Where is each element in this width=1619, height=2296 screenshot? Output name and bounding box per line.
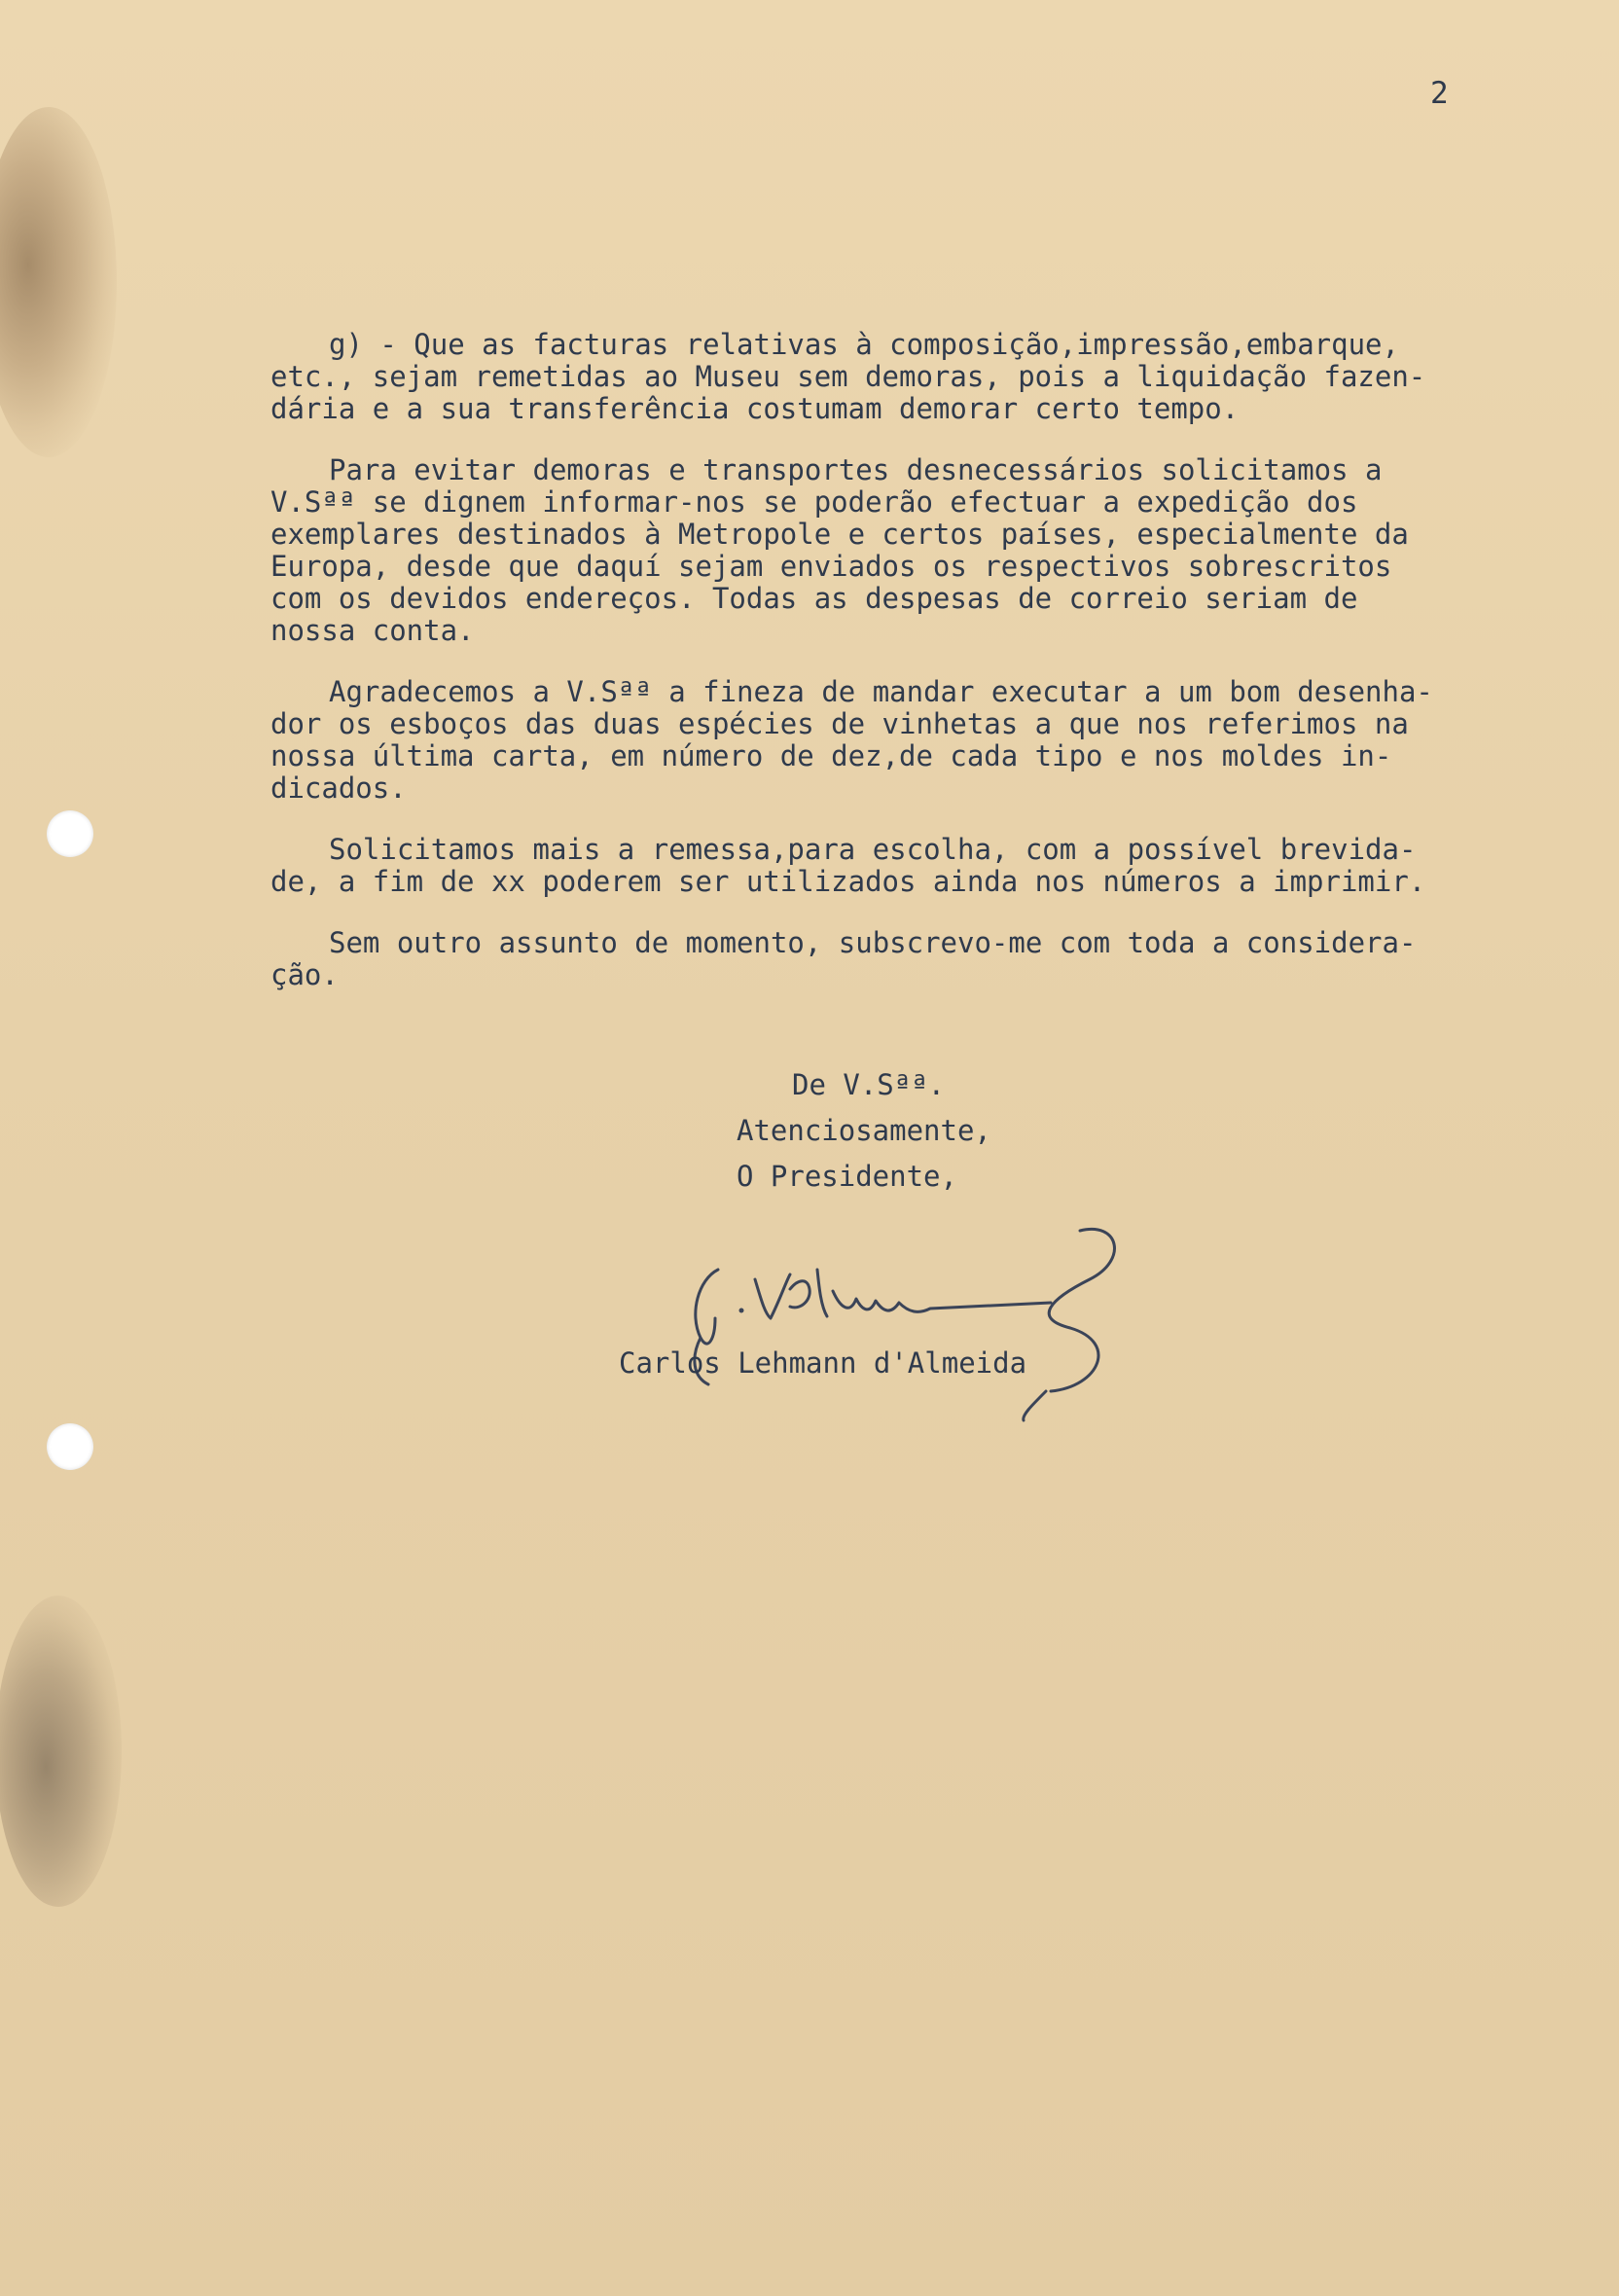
paragraph-item-g xyxy=(270,329,1586,425)
paragraph-line: de, a fim de xx poderem ser utilizados ainda nos números a imprimir. xyxy=(270,865,1426,898)
paragraph-line: nossa última carta, em número de dez,de cada tipo e nos moldes in- xyxy=(270,739,1392,772)
paragraph-line: dária e a sua transferência costumam demorar certo tempo. xyxy=(270,392,1240,425)
paragraph-line: etc., sejam remetidas ao Museu sem demoras, pois a liquidação fazen- xyxy=(270,360,1426,393)
paragraph-line: Agradecemos a V.Sªª a fineza de mandar executar a um bom desenha- xyxy=(329,675,1433,708)
punch-hole-bottom xyxy=(47,1423,93,1470)
paragraph-line: Sem outro assunto de momento, subscrevo-me com toda a considera- xyxy=(329,926,1417,959)
paragraph-line: dor os esboços das duas espécies de vinhetas a que nos referimos na xyxy=(270,707,1409,740)
paragraph-thanks xyxy=(270,676,1586,805)
paragraph-shipping-request xyxy=(270,454,1586,647)
closing-regards: Atenciosamente, xyxy=(737,1114,991,1147)
closing-title: O Presidente, xyxy=(737,1160,957,1193)
paragraph-line: V.Sªª se dignem informar-nos se poderão efectuar a expedição dos xyxy=(270,485,1358,519)
signatory-name: Carlos Lehmann d'Almeida xyxy=(619,1346,1027,1380)
letter-closing xyxy=(737,1062,991,1200)
closing-salutation: De V.Sªª. xyxy=(792,1068,946,1101)
paragraph-line: com os devidos endereços. Todas as despesas de correio seriam de xyxy=(270,582,1358,615)
page-number: 2 xyxy=(1430,76,1449,111)
paragraph-line: exemplares destinados à Metropole e certos países, especialmente da xyxy=(270,518,1409,551)
paragraph-line: Para evitar demoras e transportes desnecessários solicitamos a xyxy=(329,453,1383,486)
punch-hole-top xyxy=(47,810,93,857)
paper-stain-top xyxy=(0,107,117,457)
paragraph-line: Solicitamos mais a remessa,para escolha, com a possível brevida- xyxy=(329,833,1417,866)
paragraph-line: ção. xyxy=(270,958,339,991)
paragraph-line: nossa conta. xyxy=(270,614,475,647)
paragraph-line: dicados. xyxy=(270,771,407,805)
paragraph-line: Europa, desde que daquí sejam enviados os respectivos sobrescritos xyxy=(270,550,1392,583)
paragraph-line: g) - Que as facturas relativas à composição,impressão,embarque, xyxy=(329,328,1399,361)
handwritten-signature xyxy=(662,1221,1168,1425)
paragraph-remittance xyxy=(270,834,1586,898)
paper-stain-bottom xyxy=(0,1596,122,1907)
paragraph-closing-remark xyxy=(270,927,1586,991)
letter-body xyxy=(270,329,1586,1021)
